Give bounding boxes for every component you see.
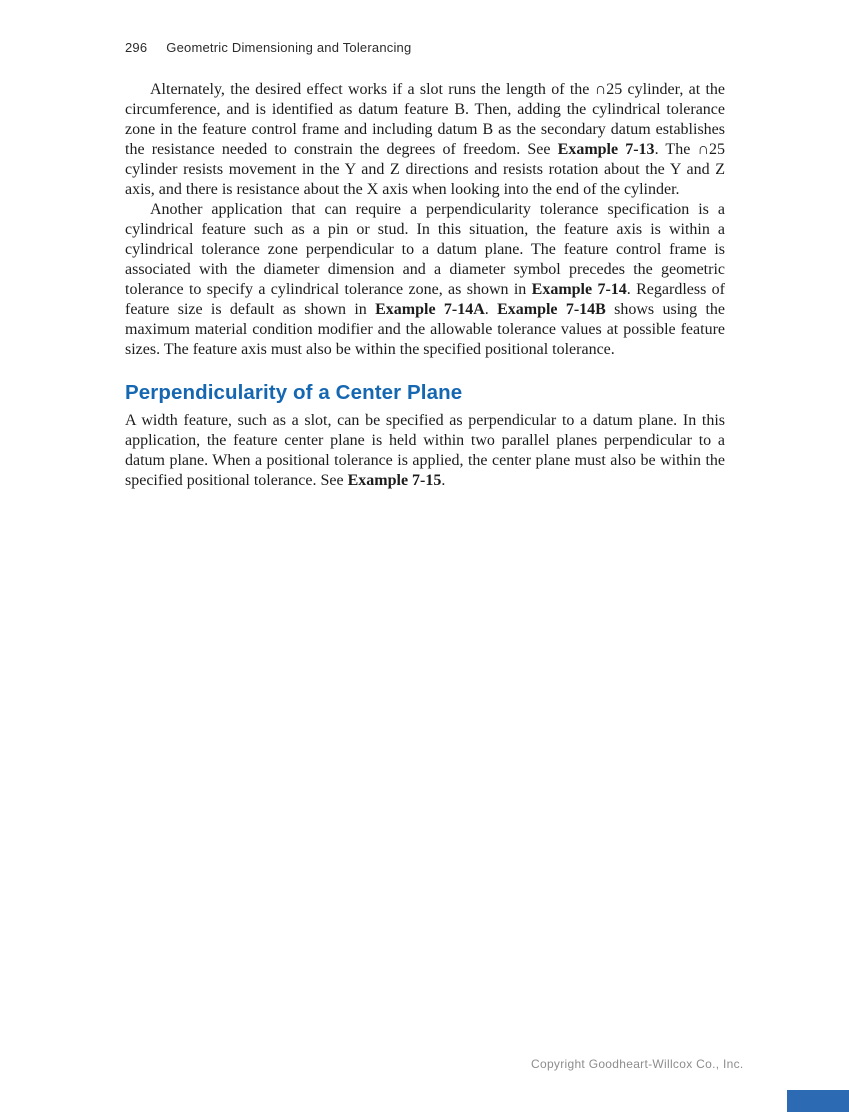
body-text-block [125,80,725,491]
section-heading-perpendicularity-center-plane: Perpendicularity of a Center Plane [125,381,463,404]
page-corner-tab [787,1090,849,1112]
copyright-footer: Copyright Goodheart-Willcox Co., Inc. [531,1057,744,1071]
paragraph-alternately: Alternately, the desired effect works if a slot runs the length of the ∩25 cylinder, at the circumference, and is identified as datum feature B. Then, adding the cylindrical tolerance zone in the feature control frame and including datum B as the secondary datum establishes the resistance needed to constrain the degrees of freedom. See Example 7-13. The ∩25 cylinder resists movement in the Y and Z directions and resists rotation about the Y and Z axis, and there is resistance about the X axis when looking into the end of the cylinder. [125,81,725,198]
running-header [125,40,411,55]
paragraph-width-feature: A width feature, such as a slot, can be specified as perpendicular to a datum plane. In this application, the feature center plane is held within two parallel planes perpendicular to a datum plane. When a positional tolerance is applied, the center plane must also be within the specified positional tolerance. See Example 7-15. [125,412,725,489]
paragraph-another-application: Another application that can require a perpendicularity tolerance specification is a cylindrical feature such as a pin or stud. In this situation, the feature axis is within a cylindrical tolerance zone perpendicular to a datum plane. The feature control frame is associated with the diameter dimension and a diameter symbol precedes the geometric tolerance to specify a cylindrical tolerance zone, as shown in Example 7-14. Regardless of feature size is default as shown in Example 7-14A. Example 7-14B shows using the maximum material condition modifier and the allowable tolerance values at possible feature sizes. The feature axis must also be within the specified positional tolerance. [125,201,726,358]
running-title: Geometric Dimensioning and Tolerancing [166,40,412,55]
page-number: 296 [125,40,148,55]
